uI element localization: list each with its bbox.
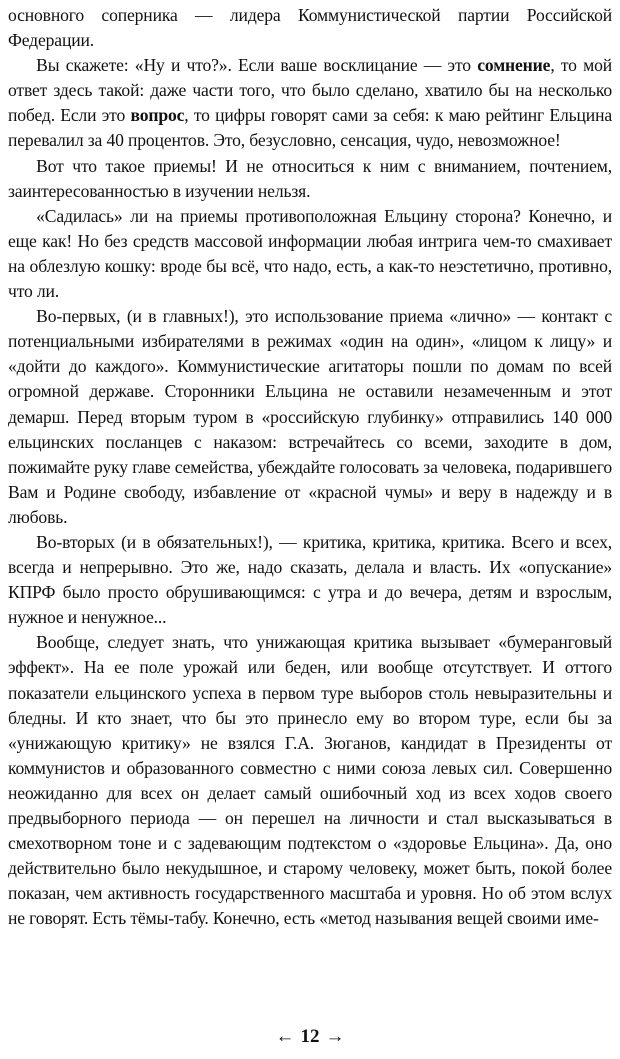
paragraph-5: Во-первых, (и в главных!), это использование приема «лично» — контакт с потенциальными избирателями в режимах «один на один», «лицом к лицу» и «дойти до каждого». Коммунистические агитаторы пошли по домам по всей огромной державе. Сторонники Ельцина не оставили незамеченным и этот демарш. Перед вторым туром в «российскую глубинку» отправились 140 000 ельцинских посланцев с наказом: встречайтесь со всеми, заходите в дом, пожимайте руку главе семейства, убеждайте голосовать за человека, подарившего Вам и Родине свободу, избавление от «красной чумы» и веру в надежду и в любовь. xyxy=(8,306,612,527)
page-footer xyxy=(0,1026,620,1048)
right-arrow-icon: → xyxy=(325,1026,345,1047)
paragraph-2-part-a: Вы скажете: «Ну и что?». Если ваше восклицание — это xyxy=(36,55,478,76)
paragraph-2 xyxy=(8,53,612,153)
bold-word-doubt: сомнение xyxy=(477,55,551,76)
paragraph-2-part-b: , то мой ответ здесь такой: даже части того, что было сделано, хватило бы на несколько побед. Если это xyxy=(8,55,612,126)
paragraph-2-part-c: , то цифры говорят сами за себя: к маю рейтинг Ельцина перевалил за 40 процентов. Это, безусловно, сенсация, чудо, невозможное! xyxy=(8,105,612,151)
paragraph-7: Вообще, следует знать, что унижающая критика вызывает «бумеранговый эффект». На ее поле урожай или беден, или вообще отсутствует. И оттого показатели ельцинского успеха в первом туре выборов столь невыразительны и бледны. И кто знает, что бы это принесло ему во втором туре, если бы за «унижающую критику» не взялся Г.А. Зюганов, кандидат в Президенты от коммунистов и образованного совместно с ними союза левых сил. Совершенно неожиданно для всех он делает самый ошибочный ход из всех ходов своего предвыборного периода — он перешел на личности и стал высказываться в смехотворном тоне и с задевающим подтекстом о «здоровье Ельцина». Да, оно действительно было некудышное, и старому человеку, может быть, покой более показан, чем активность государственного масштаба и уровня. Но об этом вслух не говорят. Есть тёмы-табу. Конечно, есть «метод называния вещей своими име- xyxy=(8,632,612,929)
paragraph-6: Во-вторых (и в обязательных!), — критика, критика, критика. Всего и всех, всегда и непрерывно. Это же, надо сказать, делала и власть. Их «опускание» КПРФ было просто обрушивающимся: с утра и до вечера, детям и взрослым, нужное и ненужное... xyxy=(8,531,612,628)
paragraph-1: основного соперника — лидера Коммунистической партии Российской Федерации. xyxy=(8,5,612,51)
left-arrow-icon: ← xyxy=(275,1026,295,1047)
page-number: 12 xyxy=(300,1026,320,1047)
paragraph-4: «Садилась» ли на приемы противоположная Ельцину сторона? Конечно, и еще как! Но без средств массовой информации любая интрига чем-то смахивает на облезлую кошку: вроде бы всё, что надо, есть, а как-то неэстетично, противно, что ли. xyxy=(8,205,612,302)
paragraph-3: Вот что такое приемы! И не относиться к ним с вниманием, почтением, заинтересованностью в изучении нельзя. xyxy=(8,155,612,201)
bold-word-question: вопрос xyxy=(130,105,185,126)
